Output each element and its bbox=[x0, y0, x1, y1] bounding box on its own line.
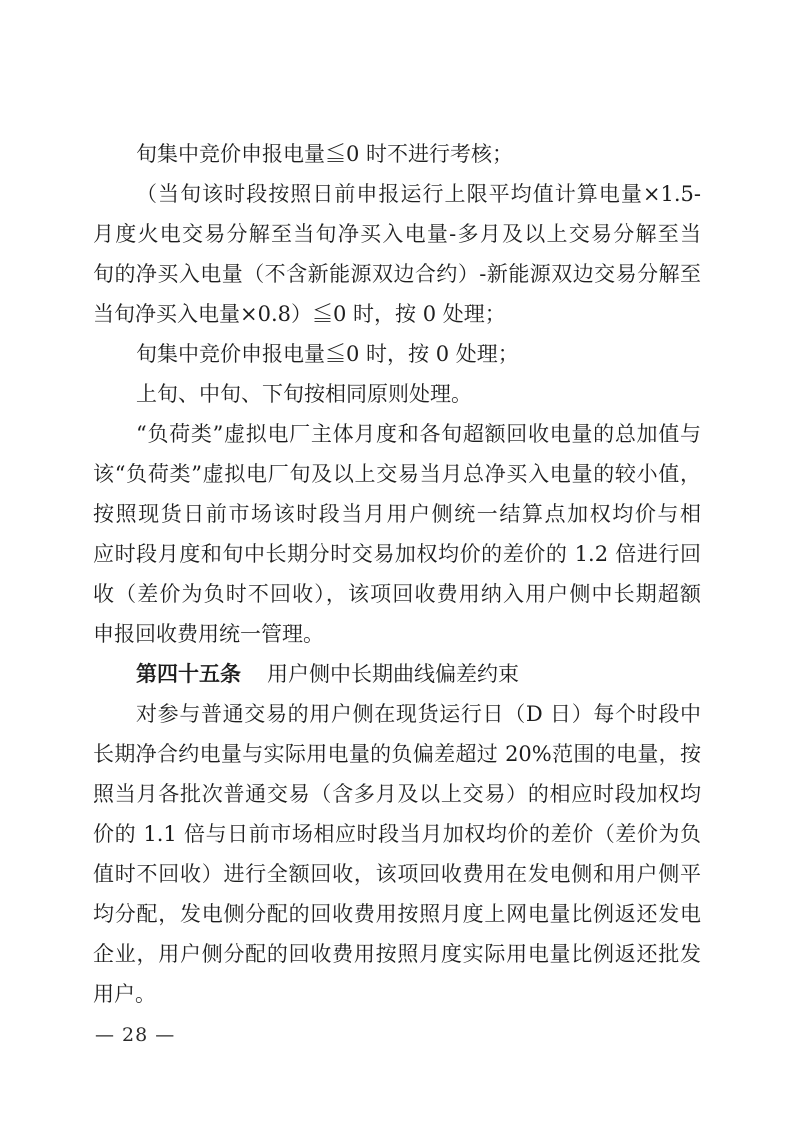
article-number: 第四十五条 bbox=[136, 661, 241, 686]
text-line: 照当月各批次普通交易（含多月及以上交易）的相应时段加权均 bbox=[93, 782, 701, 806]
text-line: “负荷类”虚拟电厂主体月度和各旬超额回收电量的总加值与 bbox=[136, 422, 701, 446]
text-line: （当旬该时段按照日前申报运行上限平均值计算电量×1.5- bbox=[136, 182, 701, 206]
text-line: 值时不回收）进行全额回收，该项回收费用在发电侧和用户侧平 bbox=[93, 862, 701, 886]
article-title: 用户侧中长期曲线偏差约束 bbox=[267, 662, 519, 686]
text-line: 月度火电交易分解至当旬净买入电量-多月及以上交易分解至当 bbox=[93, 222, 701, 246]
text-line: 用户。 bbox=[93, 982, 156, 1006]
article-heading bbox=[93, 654, 701, 694]
text-line: 旬集中竞价申报电量≦0 时不进行考核； bbox=[136, 142, 514, 166]
text-line: 旬集中竞价申报电量≦0 时，按 0 处理； bbox=[136, 342, 519, 366]
text-line: 收（差价为负时不回收），该项回收费用纳入用户侧中长期超额 bbox=[93, 582, 701, 606]
text-line: 申报回收费用统一管理。 bbox=[93, 622, 324, 646]
text-line: 企业，用户侧分配的回收费用按照月度实际用电量比例返还批发 bbox=[93, 942, 701, 966]
page-number: — 28 — bbox=[95, 1024, 176, 1046]
text-line: 价的 1.1 倍与日前市场相应时段当月加权均价的差价（差价为负 bbox=[93, 822, 701, 846]
text-line: 均分配，发电侧分配的回收费用按照月度上网电量比例返还发电 bbox=[93, 902, 701, 926]
text-line: 当旬净买入电量×0.8）≦0 时，按 0 处理； bbox=[93, 302, 506, 326]
document-body bbox=[93, 134, 701, 1014]
text-line: 按照现货日前市场该时段当月用户侧统一结算点加权均价与相 bbox=[93, 502, 701, 526]
text-line: 上旬、中旬、下旬按相同原则处理。 bbox=[136, 382, 472, 406]
text-line: 该“负荷类”虚拟电厂旬及以上交易当月总净买入电量的较小值， bbox=[93, 462, 701, 486]
text-line: 对参与普通交易的用户侧在现货运行日（D 日）每个时段中 bbox=[136, 702, 701, 726]
text-line: 旬的净买入电量（不含新能源双边合约）-新能源双边交易分解至 bbox=[93, 262, 701, 286]
text-line: 应时段月度和旬中长期分时交易加权均价的差价的 1.2 倍进行回 bbox=[93, 542, 701, 566]
text-line: 长期净合约电量与实际用电量的负偏差超过 20%范围的电量，按 bbox=[93, 742, 701, 766]
